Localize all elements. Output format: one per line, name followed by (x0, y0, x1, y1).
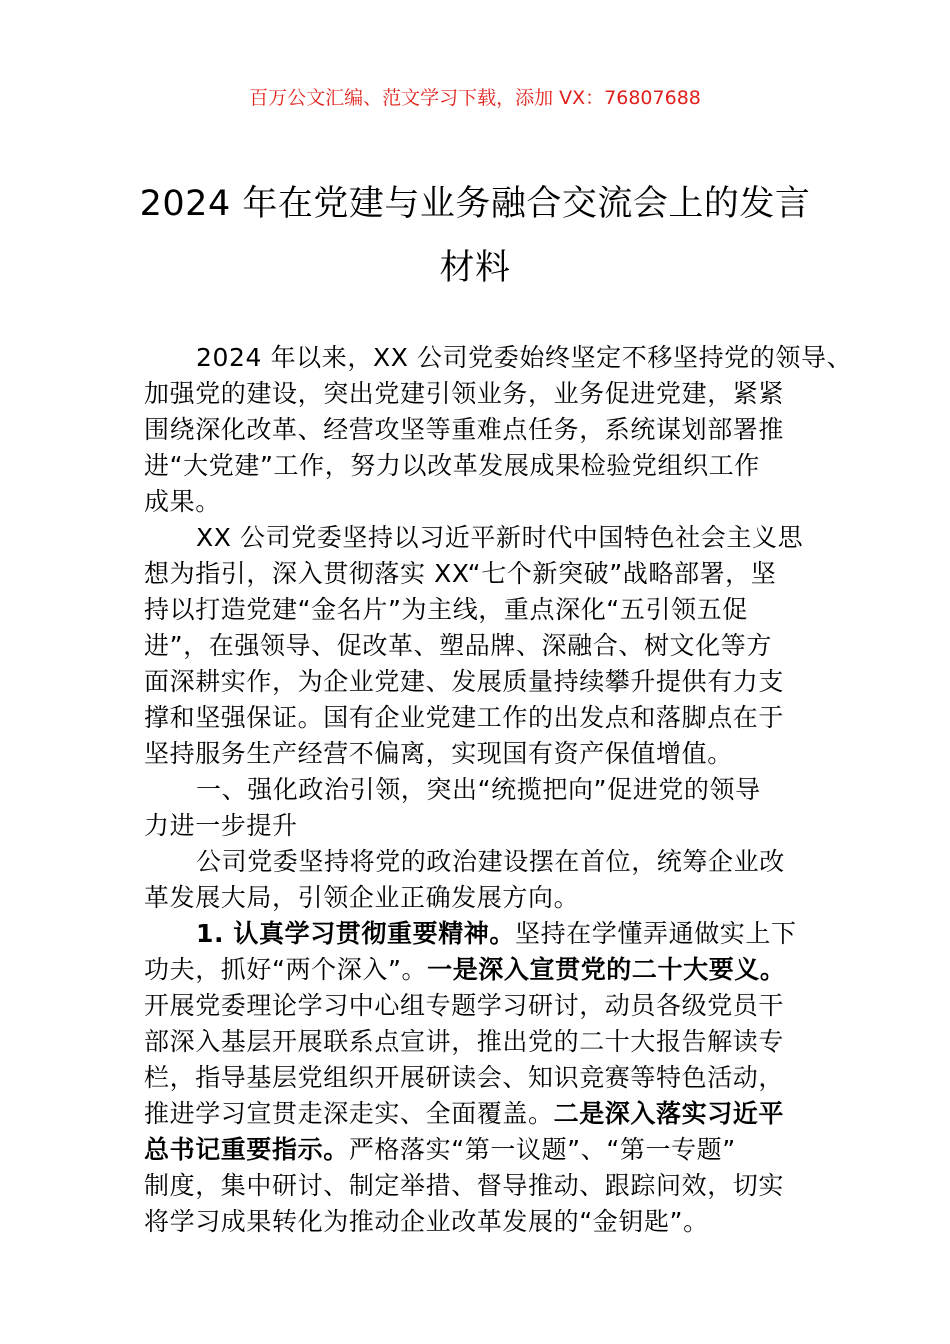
paragraph-1 (144, 340, 853, 520)
heading-line: 一、强化政治引领，突出“统揽把向”促进党的领导 (196, 775, 761, 804)
bold-point-2: 二是深入落实习近平 (553, 1099, 785, 1128)
paragraph-line (144, 916, 810, 952)
title-line-1: 2024 年在党建与业务融合交流会上的发言 (139, 184, 811, 224)
bold-lead: 1. 认真学习贯彻重要精神。 (196, 919, 515, 948)
paragraph-line: 加强党的建设，突出党建引领业务，业务促进党建，紧紧 (144, 379, 785, 408)
paragraph-line: 将学习成果转化为推动企业改革发展的“金钥匙”。 (144, 1207, 709, 1236)
text-run: 严格落实“第一议题”、“第一专题” (348, 1135, 736, 1164)
paragraph-line: 开展党委理论学习中心组专题学习研讨，动员各级党员干 (144, 991, 785, 1020)
paragraph-line: 撑和坚强保证。国有企业党建工作的出发点和落脚点在于 (144, 703, 785, 732)
paragraph-line: XX 公司党委坚持以习近平新时代中国特色社会主义思 (196, 523, 804, 552)
bold-point-2-cont: 总书记重要指示。 (144, 1135, 349, 1164)
text-run: 坚持在学懂弄通做实上下 (515, 919, 797, 948)
paragraph-2 (144, 520, 810, 772)
paragraph-line: 制度，集中研讨、制定举措、督导推动、跟踪问效，切实 (144, 1171, 785, 1200)
paragraph-line: 围绕深化改革、经营攻坚等重难点任务，系统谋划部署推 (144, 415, 785, 444)
document-body (144, 340, 853, 1240)
paragraph-line: 公司党委坚持将党的政治建设摆在首位，统筹企业改 (196, 847, 785, 876)
paragraph-line: 成果。 (144, 487, 221, 516)
paragraph-line: 部深入基层开展联系点宣讲，推出党的二十大报告解读专 (144, 1027, 785, 1056)
paragraph-line (144, 1132, 810, 1168)
text-run: 功夫，抓好“两个深入”。 (144, 955, 428, 984)
paragraph-line: 进”，在强领导、促改革、塑品牌、深融合、树文化等方 (144, 631, 772, 660)
document-title (130, 172, 820, 300)
paragraph-line: 坚持服务生产经营不偏离，实现国有资产保值增值。 (144, 739, 733, 768)
title-line-2: 材料 (439, 248, 511, 288)
paragraph-line: 栏，指导基层党组织开展研读会、知识竞赛等特色活动， (144, 1063, 785, 1092)
paragraph-line: 想为指引，深入贯彻落实 XX“七个新突破”战略部署，坚 (144, 559, 777, 588)
paragraph-line (144, 952, 810, 988)
paragraph-line: 面深耕实作，为企业党建、发展质量持续攀升提供有力支 (144, 667, 785, 696)
paragraph-line: 进“大党建”工作，努力以改革发展成果检验党组织工作 (144, 451, 760, 480)
heading-line: 力进一步提升 (144, 811, 298, 840)
paragraph-5 (144, 916, 810, 1240)
paragraph-4 (144, 844, 810, 916)
text-run: 推进学习宣贯走深走实、全面覆盖。 (144, 1099, 554, 1128)
paragraph-line: 2024 年以来，XX 公司党委始终坚定不移坚持党的领导、 (196, 343, 853, 372)
header-note: 百万公文汇编、范文学习下载，添加 VX：76807688 (249, 87, 701, 109)
section-heading-1 (144, 772, 810, 844)
paragraph-line: 革发展大局，引领企业正确发展方向。 (144, 883, 580, 912)
paragraph-line (144, 1096, 810, 1132)
bold-point-1: 一是深入宣贯党的二十大要义。 (427, 955, 786, 984)
paragraph-line: 持以打造党建“金名片”为主线，重点深化“五引领五促 (144, 595, 748, 624)
